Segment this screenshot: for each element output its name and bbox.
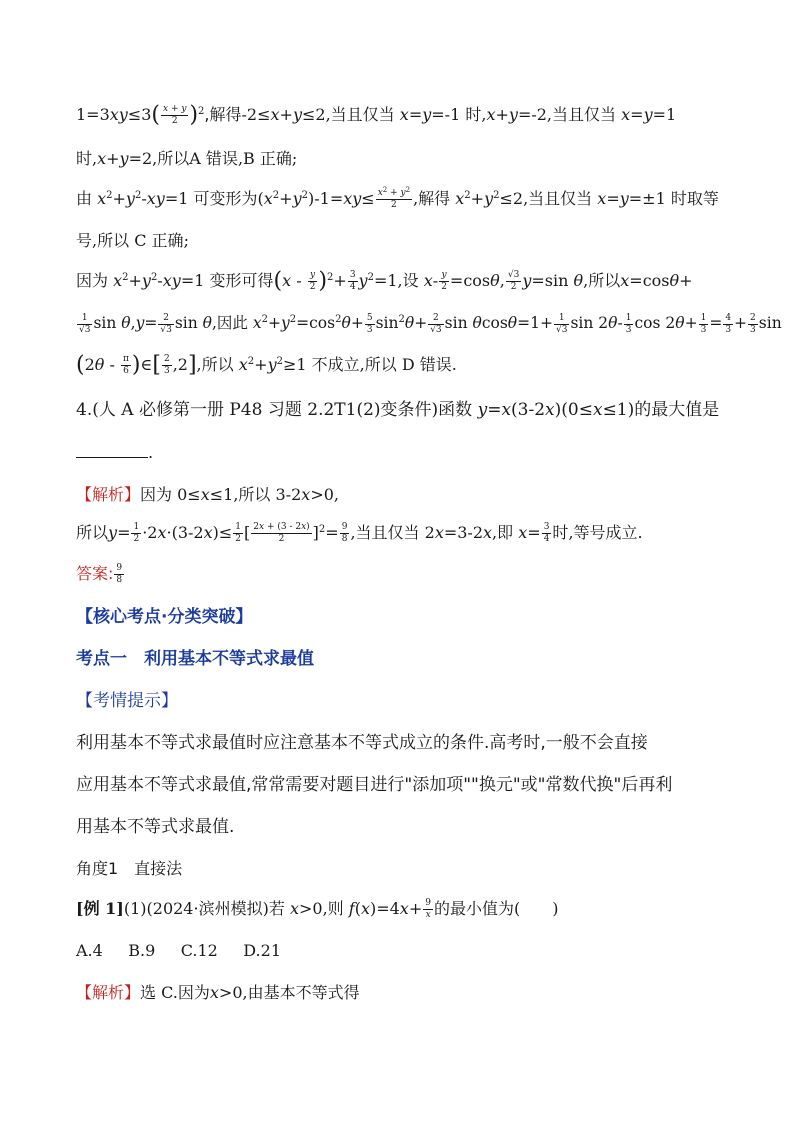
solution-line-4: 号,所以 C 正确; — [76, 231, 189, 250]
option-b: B.9 — [128, 941, 156, 960]
analysis-2: 【解析】选 C.因为x>0,由基本不等式得 — [76, 983, 360, 1002]
solution-line-3: 由 $x^2+y^2-xy=1$ 可变形为$(x^2+y^2)-1=xy\le$ $\frac{x^2 + y^2}{2}$ ,解得 $x^2+y^2\le 2$,当且仅当 x=y=±1 时取等 — [76, 186, 719, 210]
analysis-label: 【解析】 — [76, 485, 141, 504]
kaoqing-line-2: 应用基本不等式求最值,常常需要对题目进行"添加项""换元"或"常数代换"后再利 — [76, 775, 673, 795]
analysis-1-line-2: 所以y= $\frac{1}{2}$ ·2x·(3-2x)≤ $\frac{1}{2}$ [ $\frac{2x + (3 - 2x)}{2}$ ]$^2$= $\frac{9}{8}$ ,当且仅当 2x=3-2x,即 x= $\frac{3}{4}$ 时,等号成立. — [76, 522, 643, 544]
kaoqing-label: 【考情提示】 — [76, 691, 178, 711]
analysis-2-label: 【解析】 — [76, 983, 141, 1002]
option-a: A.4 — [76, 941, 103, 960]
jiaodu-title: 角度1 直接法 — [76, 859, 183, 878]
example-options — [76, 938, 734, 964]
option-d: D.21 — [243, 941, 281, 960]
section-title: 【核心考点·分类突破】 — [76, 607, 253, 627]
solution-line-7: (2θ - $\frac{\pi}{6}$ )∈[ $\frac{2}{3}$ ,2],所以 $x^2+y^2\ge 1$ 不成立,所以 D 错误. — [76, 352, 457, 378]
solution-line-2: 时,x+y=2,所以A 错误,B 正确; — [76, 149, 298, 168]
solution-line-5: 因为 $x^2+y^2-xy=1$ 变形可得(x - $\frac{y}{2}$ )$^2$+ $\frac{3}{4}$ $y^2=1$,设 x- $\frac{y}{2}$ =cosθ, $\frac{√3}{2}$ y=sin θ,所以x=cosθ+ — [76, 268, 693, 294]
option-c: C.12 — [180, 941, 218, 960]
answer-line: 答案: $\frac{9}{8}$ — [76, 563, 123, 585]
analysis-1: 【解析】因为 0≤x≤1,所以 3-2x>0, — [76, 485, 339, 504]
question-4: 4.(人 A 必修第一册 P48 习题 2.2T1(2)变条件)函数 y=x(3-2x)(0≤x≤1)的最大值是 — [76, 400, 720, 420]
answer-label: 答案: — [76, 564, 114, 583]
example-label: [例 1] — [76, 899, 124, 918]
answer-blank — [76, 443, 148, 458]
kaoqing-line-3: 用基本不等式求最值. — [76, 817, 235, 837]
example-1: [例 1](1)(2024·滨州模拟)若 x>0,则 f(x)=4x+ $\frac{9}{x}$ 的最小值为( ) — [76, 898, 559, 920]
answer-blank-line: . — [76, 440, 734, 466]
kaoqing-line-1: 利用基本不等式求最值时应注意基本不等式成立的条件.高考时,一般不会直接 — [76, 733, 648, 753]
kaodian-title: 考点一 利用基本不等式求最值 — [76, 649, 314, 669]
solution-line-6: $\frac{1}{√3}$ sin θ,y= $\frac{2}{√3}$ sin θ,因此 $x^2+y^2=\cos^2\theta+$ $\frac{5}{3}$ $\sin^2\theta+$ $\frac{2}{√3}$ sin θcosθ=1+ $\frac{1}{√3}$ sin 2θ- $\frac{1}{3}$ cos 2θ+ $\frac{1}{3}$ = $\frac{4}{3}$ + $\frac{2}{3}$ sin — [79, 312, 782, 335]
solution-line-1: 1=3xy≤3( $\frac{x + y}{2}$ )$^2$,解得-2≤x+y≤2,当且仅当 x=y=-1 时,x+y=-2,当且仅当 x=y=1 — [76, 102, 677, 128]
